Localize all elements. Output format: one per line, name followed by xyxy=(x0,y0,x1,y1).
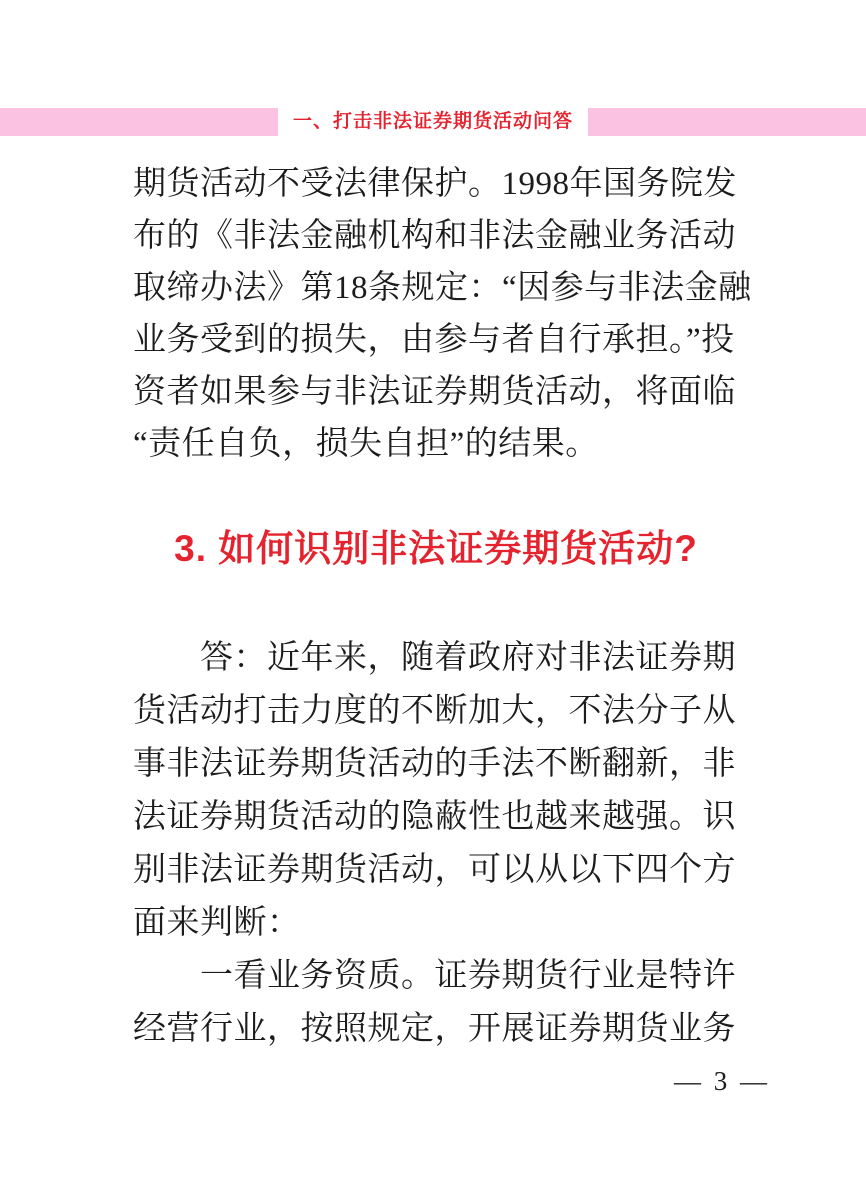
text-line: 取缔办法》第18条规定：“因参与非法金融 xyxy=(133,270,752,306)
text-line: 别非法证券期货活动，可以从以下四个方 xyxy=(133,852,736,888)
text-line: 资者如果参与非法证券期货活动，将面临 xyxy=(133,374,736,410)
text-line: 法证券期货活动的隐蔽性也越来越强。识 xyxy=(133,799,736,835)
question-heading: 3. 如何识别非法证券期货活动? xyxy=(174,528,698,569)
text-line: 经营行业，按照规定，开展证券期货业务 xyxy=(133,1011,736,1047)
text-line: 答：近年来，随着政府对非法证券期 xyxy=(133,640,736,676)
text-line: “责任自负，损失自担”的结果。 xyxy=(133,426,599,462)
text-line: 期货活动不受法律保护。1998年国务院发 xyxy=(133,166,737,202)
paragraph-legal-consequences xyxy=(133,158,752,470)
page-number: — 3 — xyxy=(674,1066,770,1096)
text-line: 事非法证券期货活动的手法不断翻新，非 xyxy=(133,746,736,782)
running-header-title: 一、打击非法证券期货活动问答 xyxy=(293,111,574,132)
running-header xyxy=(0,108,866,136)
text-line: 面来判断： xyxy=(133,905,301,941)
header-pink-bar-left xyxy=(0,108,278,136)
text-line: 布的《非法金融机构和非法金融业务活动 xyxy=(133,218,736,254)
paragraph-answer xyxy=(133,632,739,1056)
header-pink-bar-right xyxy=(588,108,866,136)
text-line: 业务受到的损失，由参与者自行承担。”投 xyxy=(133,322,735,358)
text-line: 一看业务资质。证券期货行业是特许 xyxy=(133,958,736,994)
text-line: 货活动打击力度的不断加大，不法分子从 xyxy=(133,693,736,729)
